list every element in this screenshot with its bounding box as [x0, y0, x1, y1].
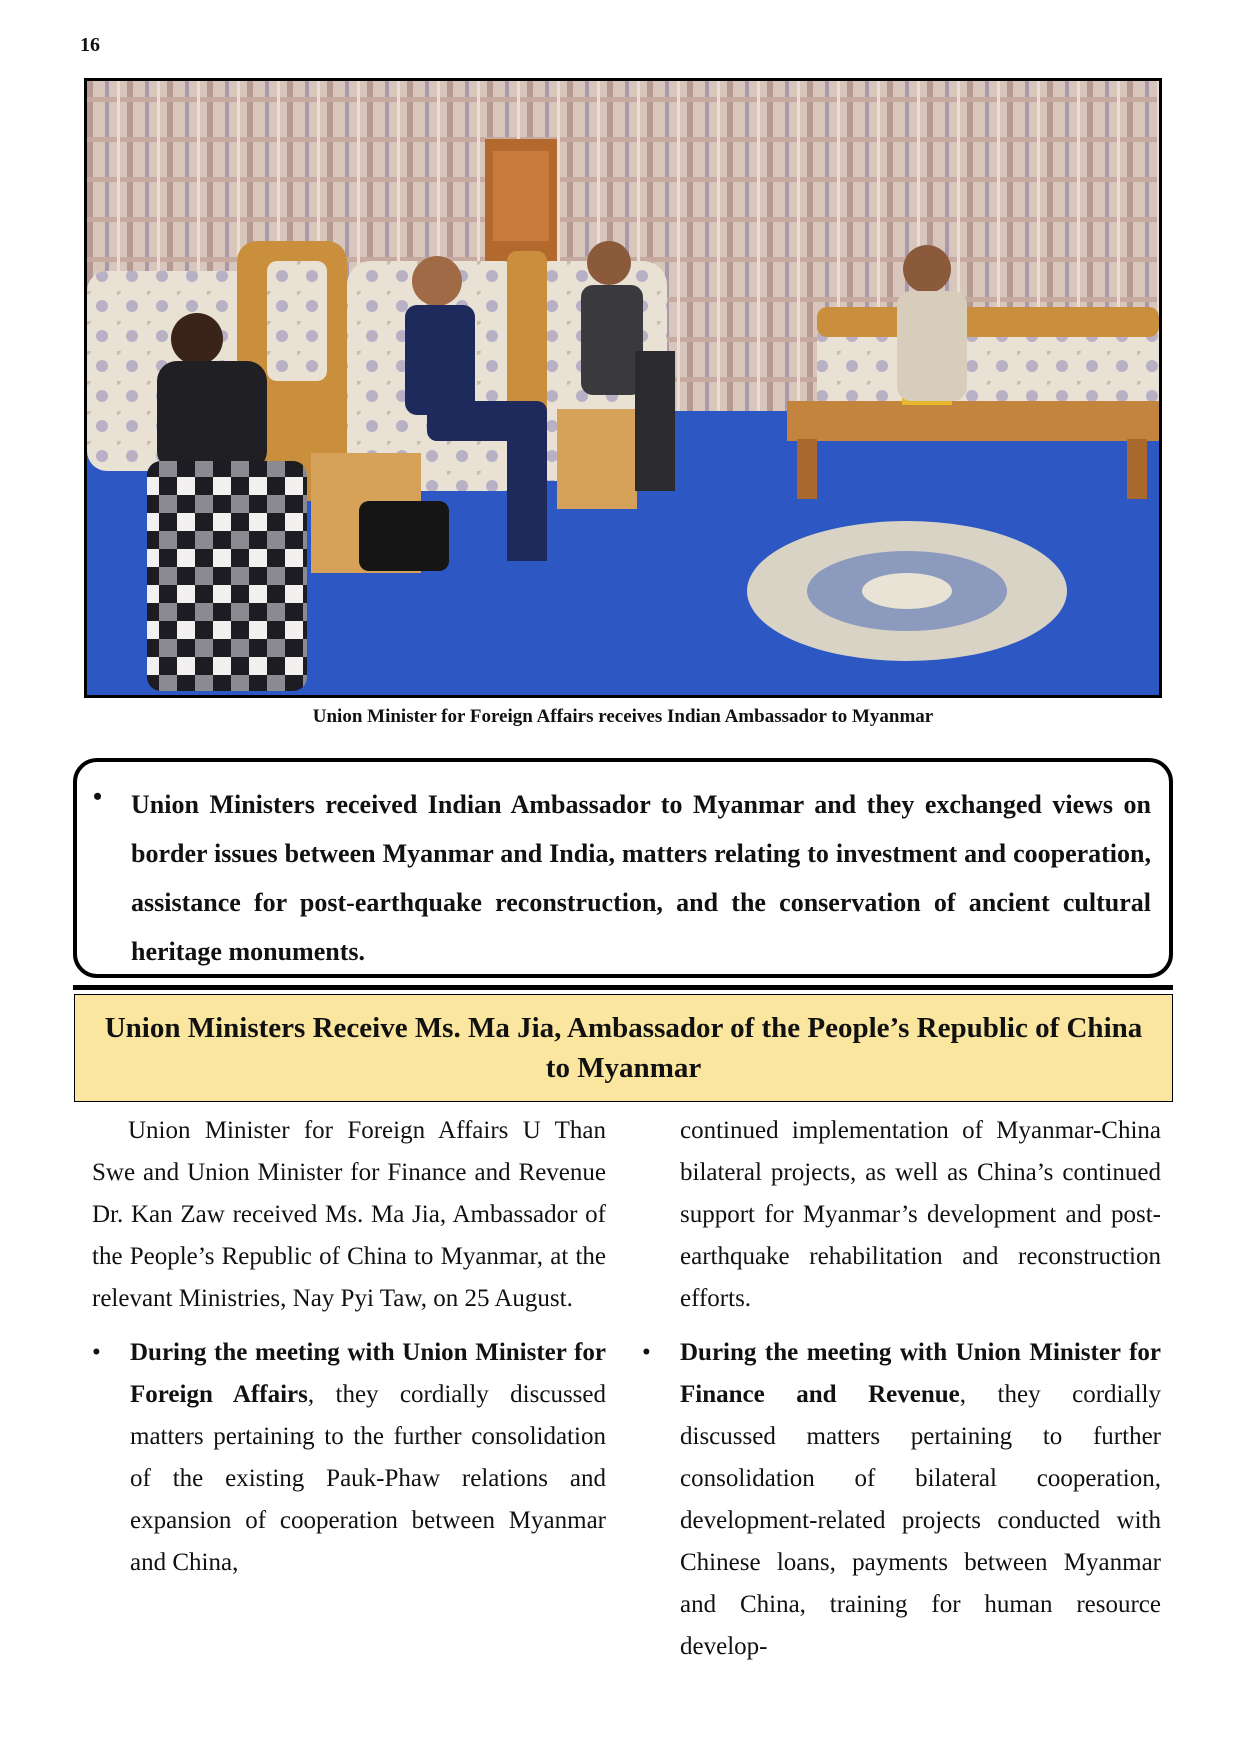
article-intro: Union Minister for Foreign Affairs U Than Swe and Union Minister for Finance and Revenue Dr. Kan Zaw received Ms. Ma Jia, Ambassador of the People’s Republic of China to Myanmar, at the relevant Ministries, Nay Pyi Taw, on 25 August. [92, 1117, 606, 1312]
headline-box [74, 994, 1173, 1102]
page-number: 16 [80, 34, 100, 56]
article-column-left [92, 1110, 606, 1584]
list-item [642, 1332, 1161, 1668]
bullet-lead: During the meeting with Union Minister for Foreign Affairs [130, 1339, 606, 1408]
bullet-continuation: continued implementation of Myanmar-China bilateral projects, as well as China’s continued support for Myanmar’s development and post-earthquake rehabilitation and reconstruction efforts. [680, 1117, 1161, 1312]
list-item [92, 1332, 606, 1584]
summary-box [73, 758, 1173, 978]
bullet-marker: • [93, 782, 103, 811]
bullet-lead: During the meeting with Union Minister for Finance and Revenue [680, 1339, 1161, 1408]
article-headline: Union Ministers Receive Ms. Ma Jia, Ambassador of the People’s Republic of China to Myanmar [104, 1012, 1143, 1084]
bullet-marker: • [642, 1339, 651, 1366]
bullet-text: , they cordially discussed matters pertaining to further consolidation of bilateral cooperation, development-related projects conducted with Chinese loans, payments between Myanmar and China, training for human resource develop- [680, 1381, 1161, 1660]
photo-caption: Union Minister for Foreign Affairs receives Indian Ambassador to Myanmar [312, 706, 934, 727]
bullet-text: , they cordially discussed matters pertaining to the further consolidation of the existing Pauk-Phaw relations and expansion of cooperation between Myanmar and China, [130, 1381, 606, 1576]
meeting-photo [84, 78, 1162, 698]
bullet-marker: • [92, 1339, 101, 1366]
summary-text: Union Ministers received Indian Ambassador to Myanmar and they exchanged views on border issues between Myanmar and India, matters relating to investment and cooperation, assistance for post-earthquake reconstruction, and the conservation of ancient cultural heritage monuments. [131, 790, 1151, 966]
section-divider [73, 985, 1173, 990]
article-column-right [642, 1110, 1161, 1668]
